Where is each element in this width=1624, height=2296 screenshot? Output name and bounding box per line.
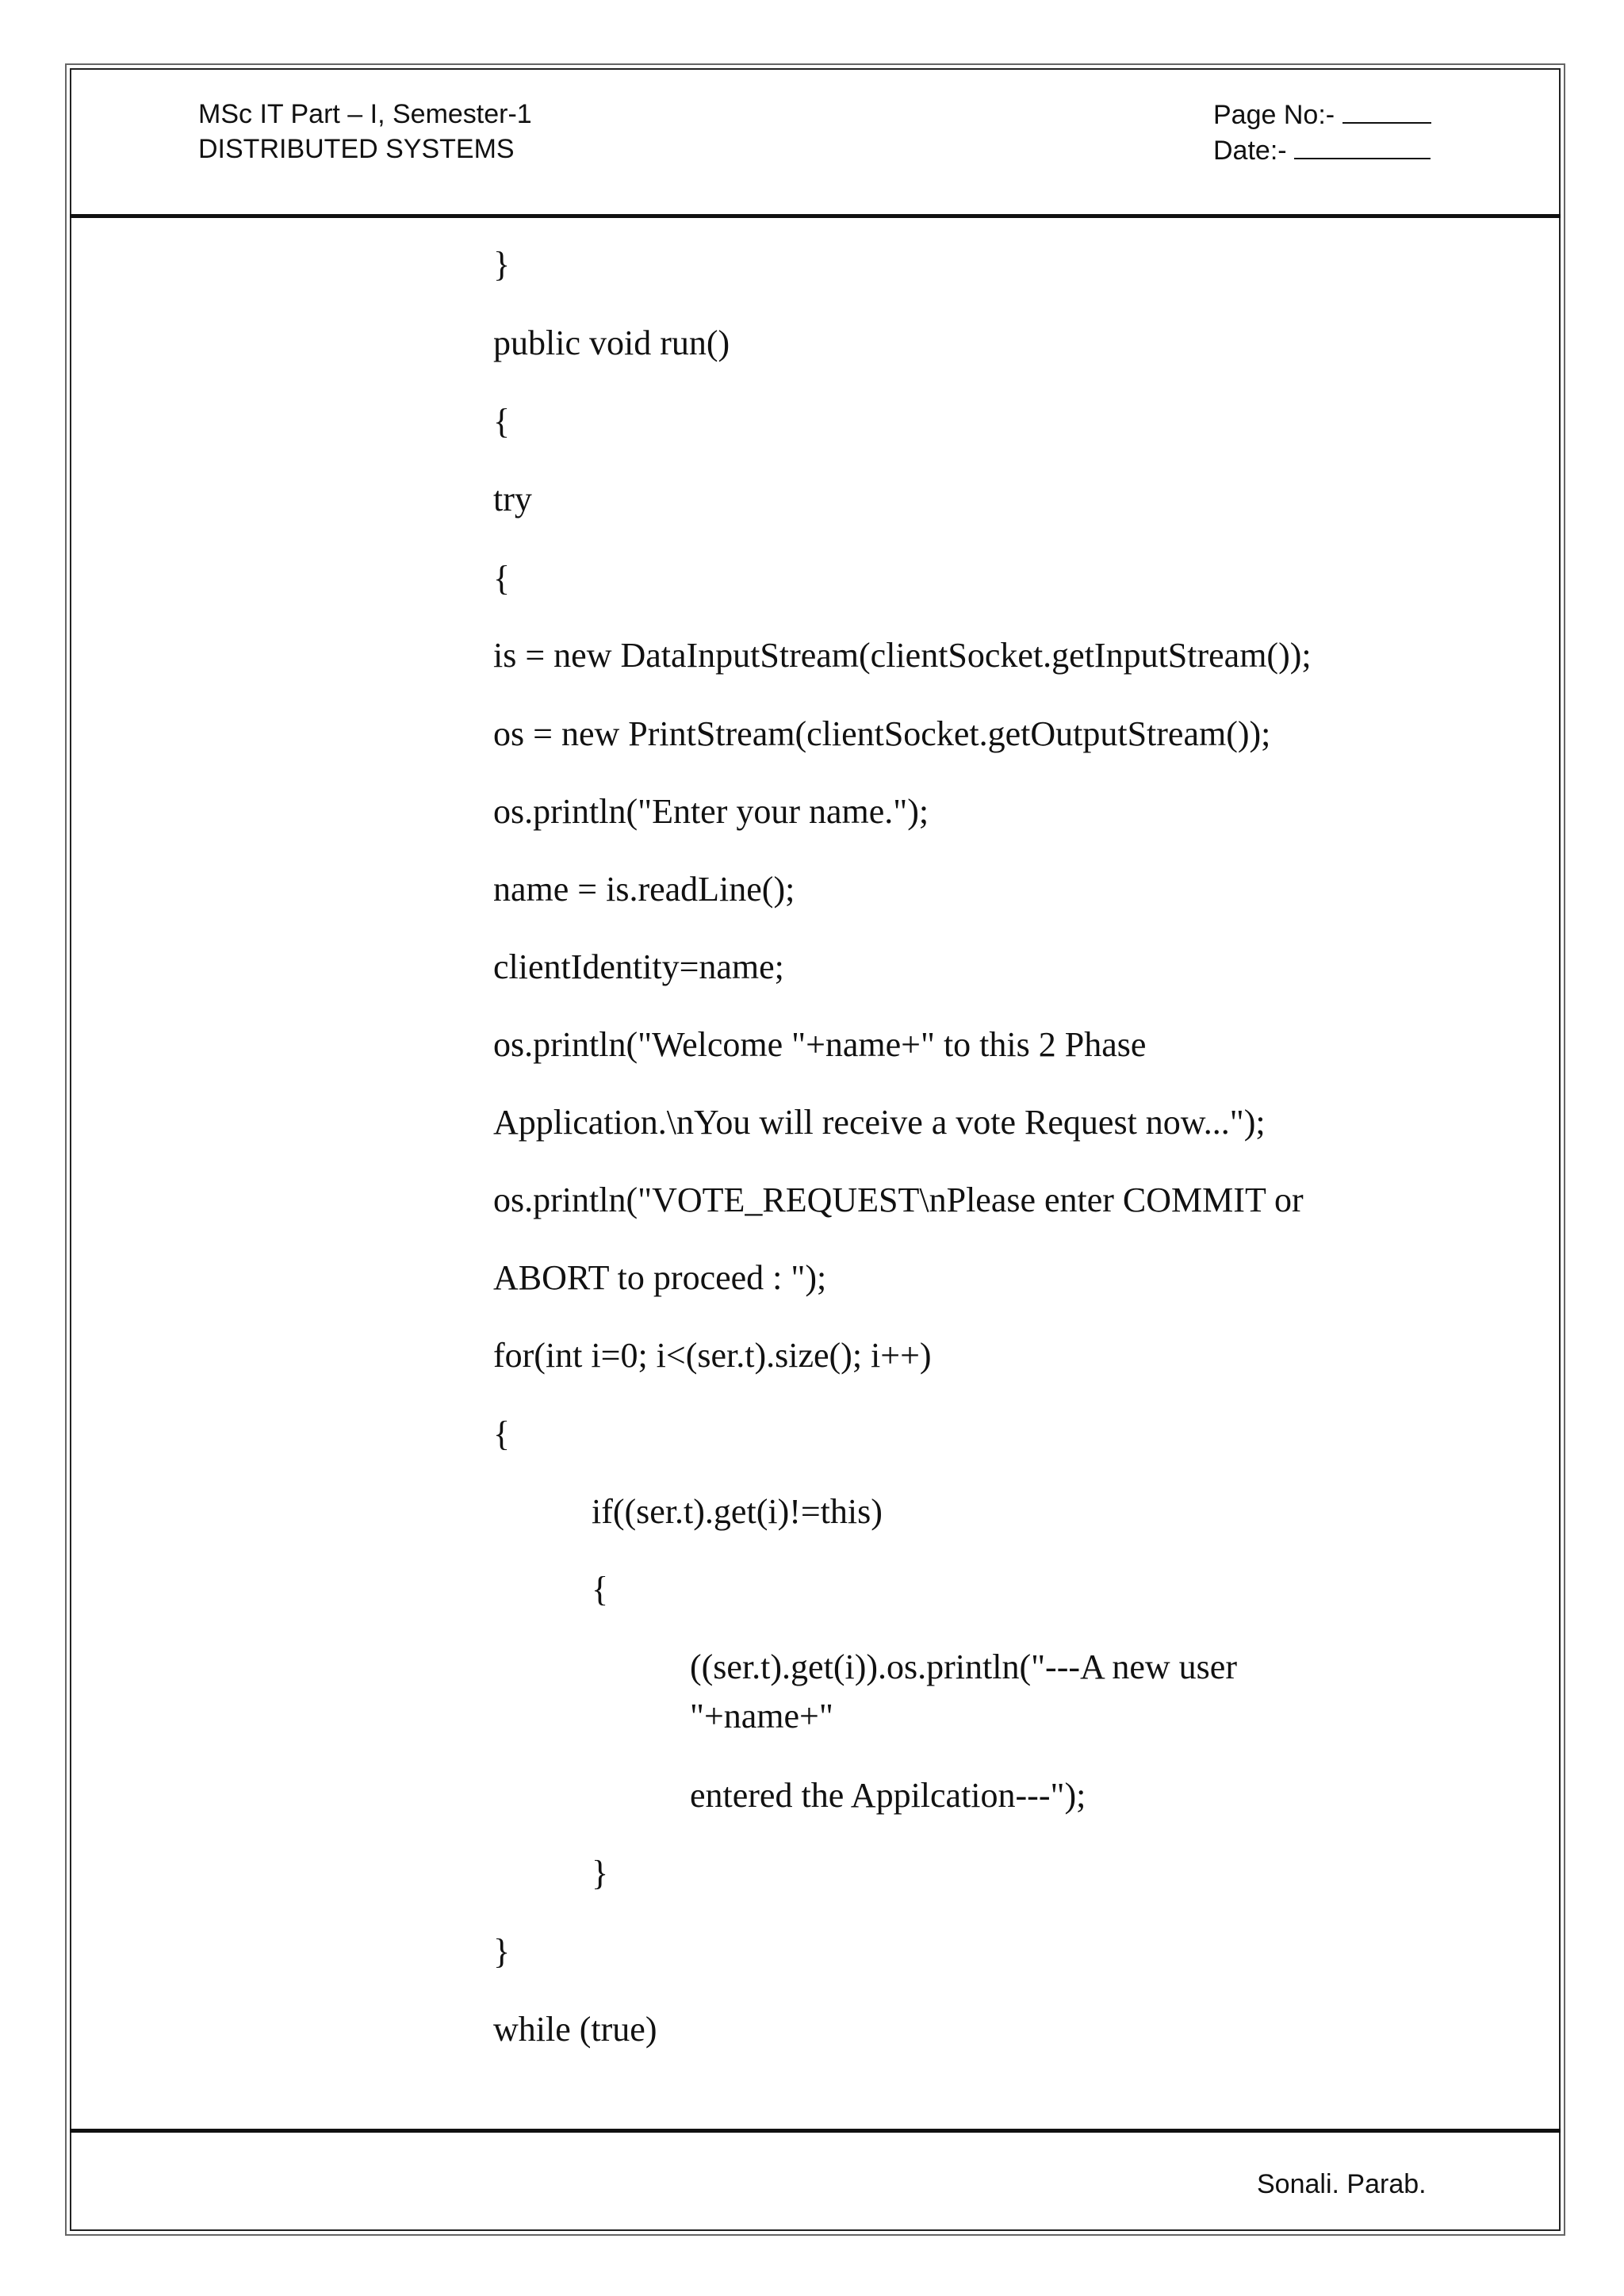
subject-title: DISTRIBUTED SYSTEMS (198, 134, 515, 164)
code-line: entered the Appilcation---"); (690, 1776, 1086, 1815)
author-name: Sonali. Parab. (1257, 2169, 1427, 2199)
code-line: { (493, 559, 511, 598)
page-no-field (1213, 97, 1431, 132)
code-line: os.println("VOTE_REQUEST\nPlease enter COMMIT or (493, 1181, 1304, 1219)
code-line: try (493, 480, 532, 519)
code-line: { (592, 1570, 609, 1609)
page-border-inner (70, 68, 1561, 2231)
code-line: } (592, 1854, 609, 1892)
code-line: "+name+" (690, 1697, 833, 1735)
date-label: Date:- (1213, 136, 1287, 166)
code-line: is = new DataInputStream(clientSocket.getInputStream()); (493, 636, 1312, 675)
header-left (198, 97, 532, 166)
date-field (1213, 132, 1431, 168)
code-line: os.println("Enter your name."); (493, 792, 929, 831)
code-line: name = is.readLine(); (493, 870, 795, 909)
page-no-label: Page No:- (1213, 100, 1335, 130)
footer-divider (70, 2129, 1561, 2133)
code-line: clientIdentity=name; (493, 947, 784, 986)
code-line: } (493, 245, 511, 284)
code-line: for(int i=0; i<(ser.t).size(); i++) (493, 1336, 932, 1375)
code-line: os.println("Welcome "+name+" to this 2 Phase (493, 1025, 1147, 1064)
header-divider (70, 214, 1561, 218)
page-no-blank (1342, 97, 1431, 124)
header-right (1213, 97, 1431, 168)
code-line: if((ser.t).get(i)!=this) (592, 1492, 883, 1531)
course-title: MSc IT Part – I, Semester-1 (198, 99, 532, 129)
code-line: { (493, 402, 511, 441)
code-line: ((ser.t).get(i)).os.println("---A new user (690, 1647, 1237, 1686)
code-line: } (493, 1932, 511, 1971)
date-blank (1294, 132, 1431, 159)
code-line: while (true) (493, 2010, 657, 2049)
code-line: public void run() (493, 323, 730, 362)
code-line: { (493, 1414, 511, 1453)
code-line: Application.\nYou will receive a vote Request now..."); (493, 1103, 1266, 1142)
code-line: ABORT to proceed : "); (493, 1258, 827, 1297)
code-line: os = new PrintStream(clientSocket.getOutputStream()); (493, 714, 1271, 753)
